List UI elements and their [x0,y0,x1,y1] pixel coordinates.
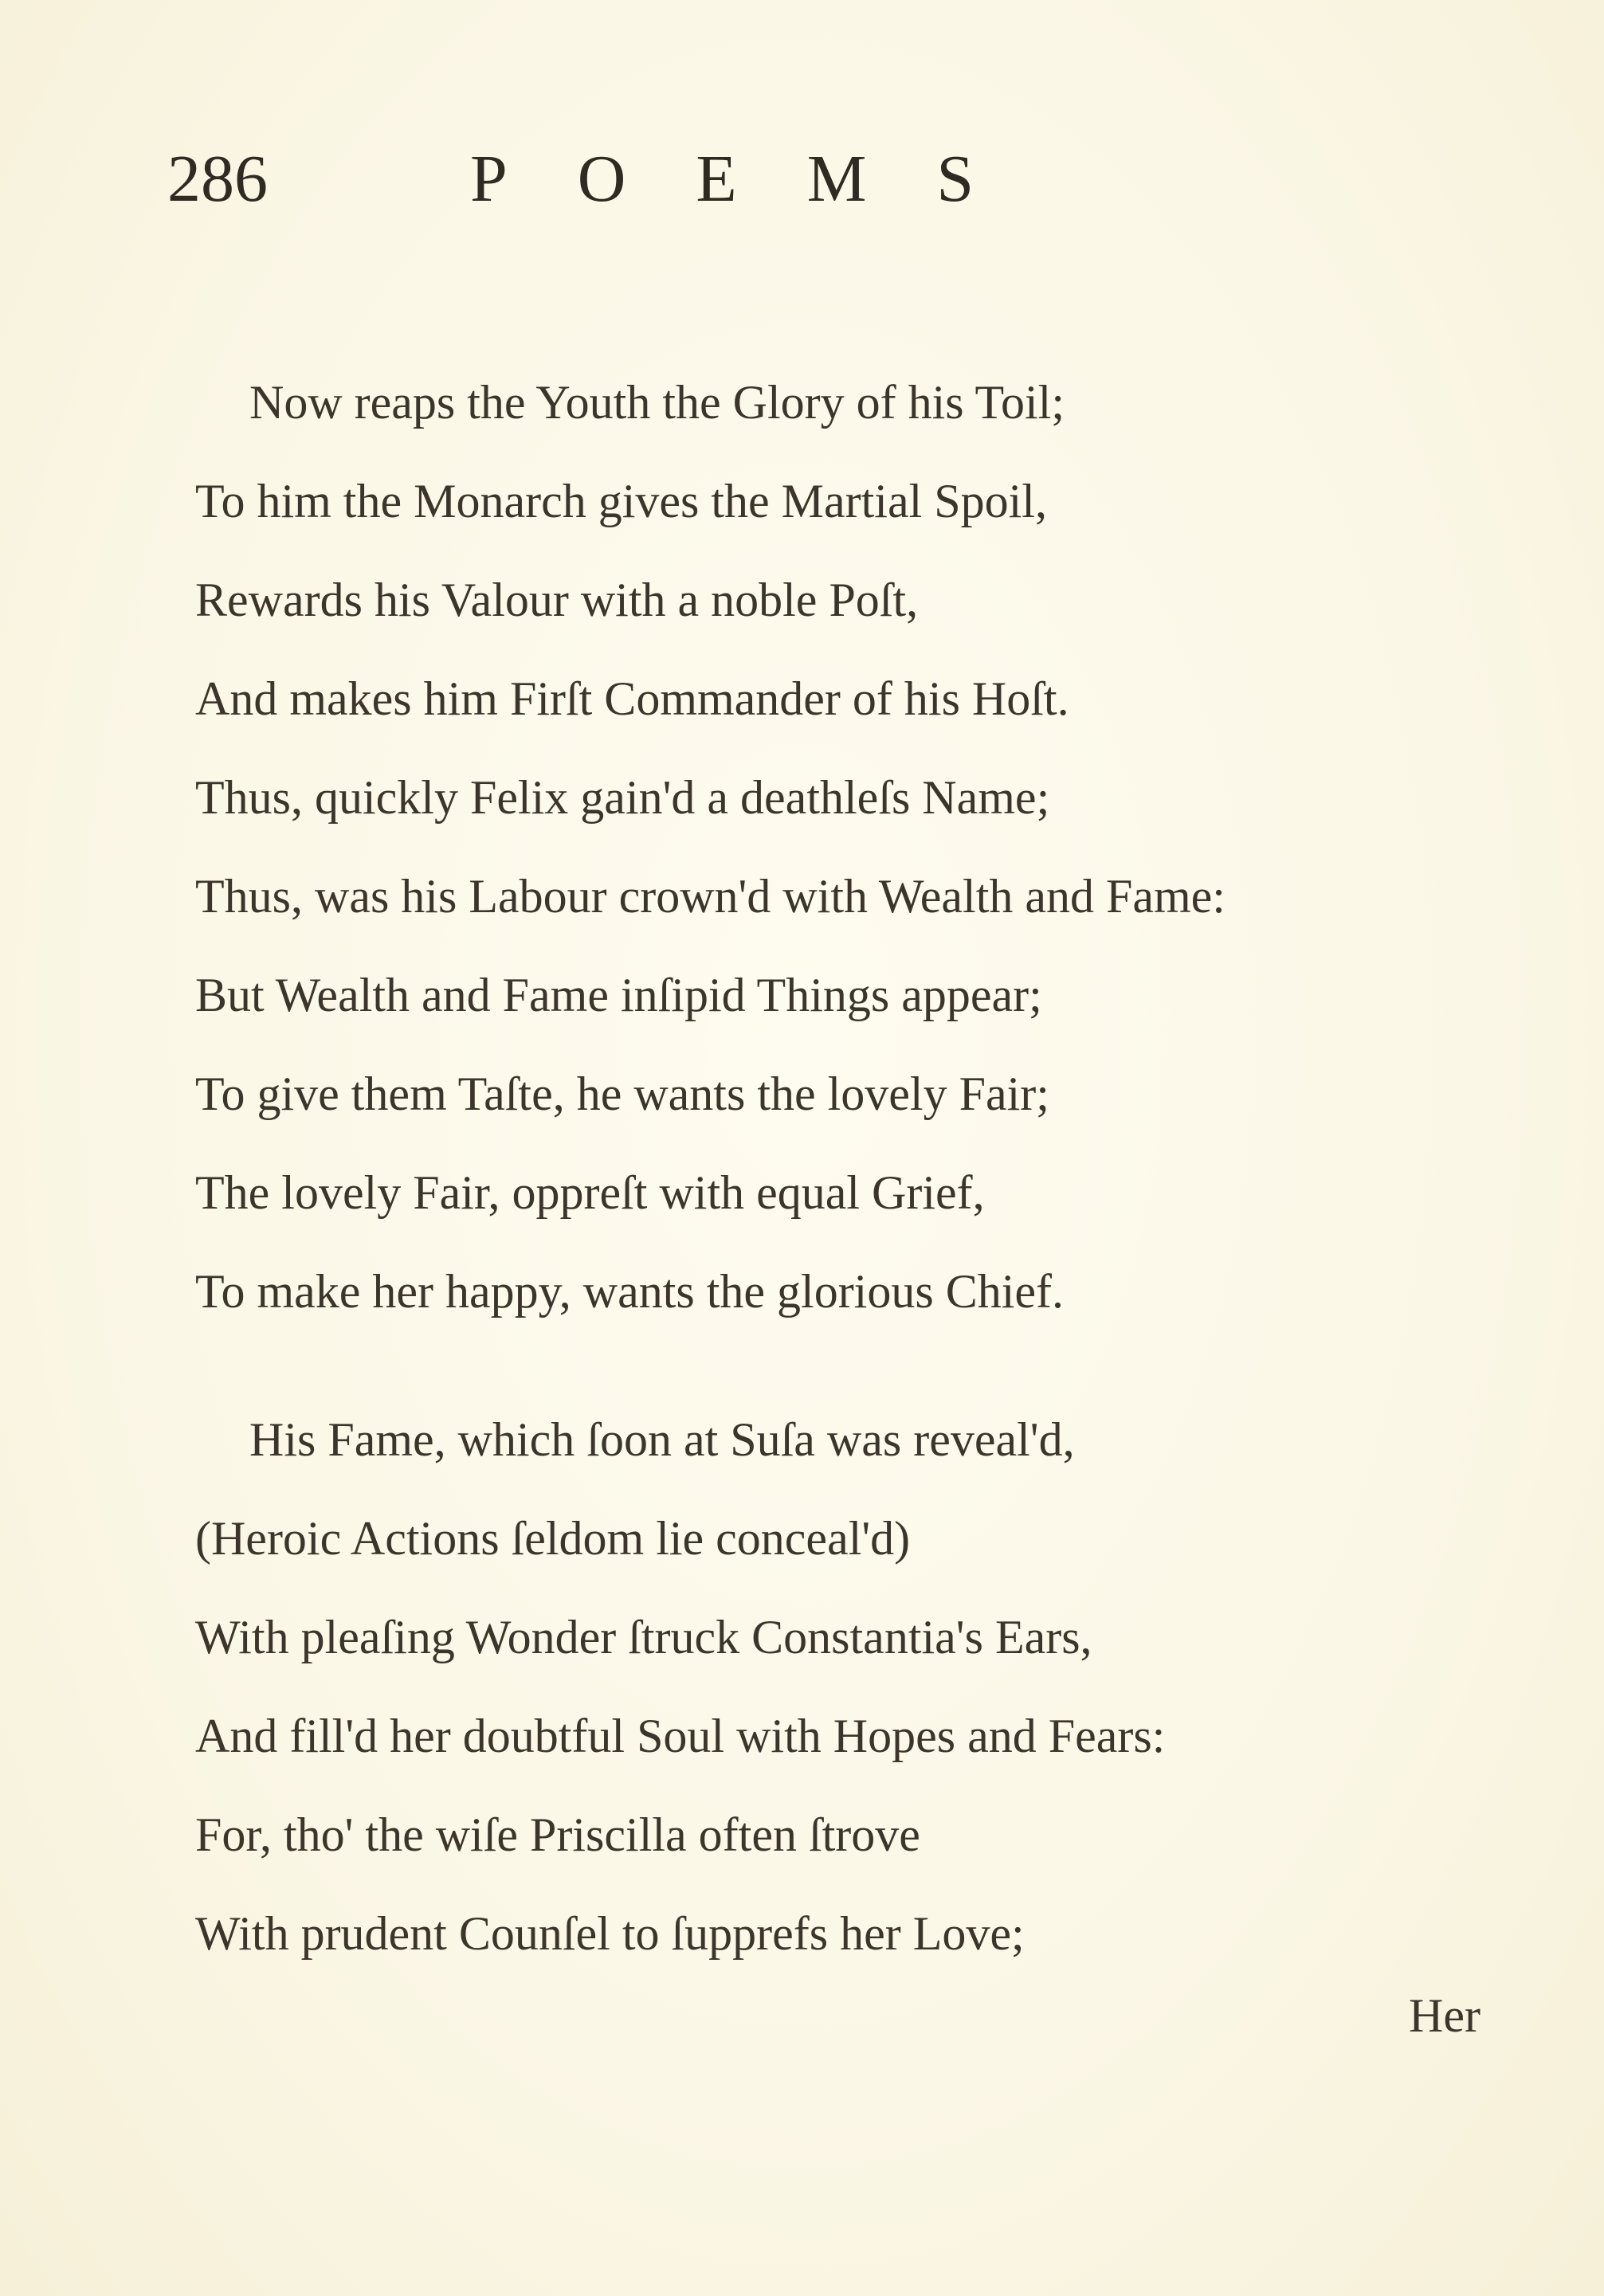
verse-line: And fill'd her doubtful Soul with Hopes and Fears: [195,1710,1166,1762]
catchword: Her [1409,1989,1480,2042]
running-title: POEMS [470,142,1045,216]
verse-line: To him the Monarch gives the Martial Spoil, [195,475,1047,527]
verse-line: To make her happy, wants the glorious Chief. [195,1265,1064,1318]
verse-line: To give them Taſte, he wants the lovely Fair; [195,1068,1049,1120]
verse-line: Thus, was his Labour crown'd with Wealth and Fame: [195,870,1226,923]
verse-line: With pleaſing Wonder ſtruck Constantia's Ears, [195,1611,1092,1663]
page-number: 286 [167,142,268,216]
verse-line: Rewards his Valour with a noble Poſt, [195,574,919,626]
stanza-2 [195,1390,1550,1983]
verse-line: Now reaps the Youth the Glory of his Toil; [249,376,1065,429]
verse-line: With prudent Counſel to ſupprefs her Love; [195,1907,1025,1960]
verse-line: And makes him Firſt Commander of his Hoſt. [195,672,1069,725]
verse-line: Thus, quickly Felix gain'd a deathleſs Name; [195,771,1050,824]
stanza-1 [195,353,1550,1341]
verse-line: The lovely Fair, oppreſt with equal Grief, [195,1166,985,1219]
page-header [167,135,1283,223]
verse-line: (Heroic Actions ſeldom lie conceal'd) [195,1512,911,1565]
verse-line: His Fame, which ſoon at Suſa was reveal'd, [249,1413,1075,1466]
verse-line: For, tho' the wiſe Priscilla often ſtrove [195,1808,920,1861]
verse-line: But Wealth and Fame inſipid Things appear; [195,969,1042,1021]
